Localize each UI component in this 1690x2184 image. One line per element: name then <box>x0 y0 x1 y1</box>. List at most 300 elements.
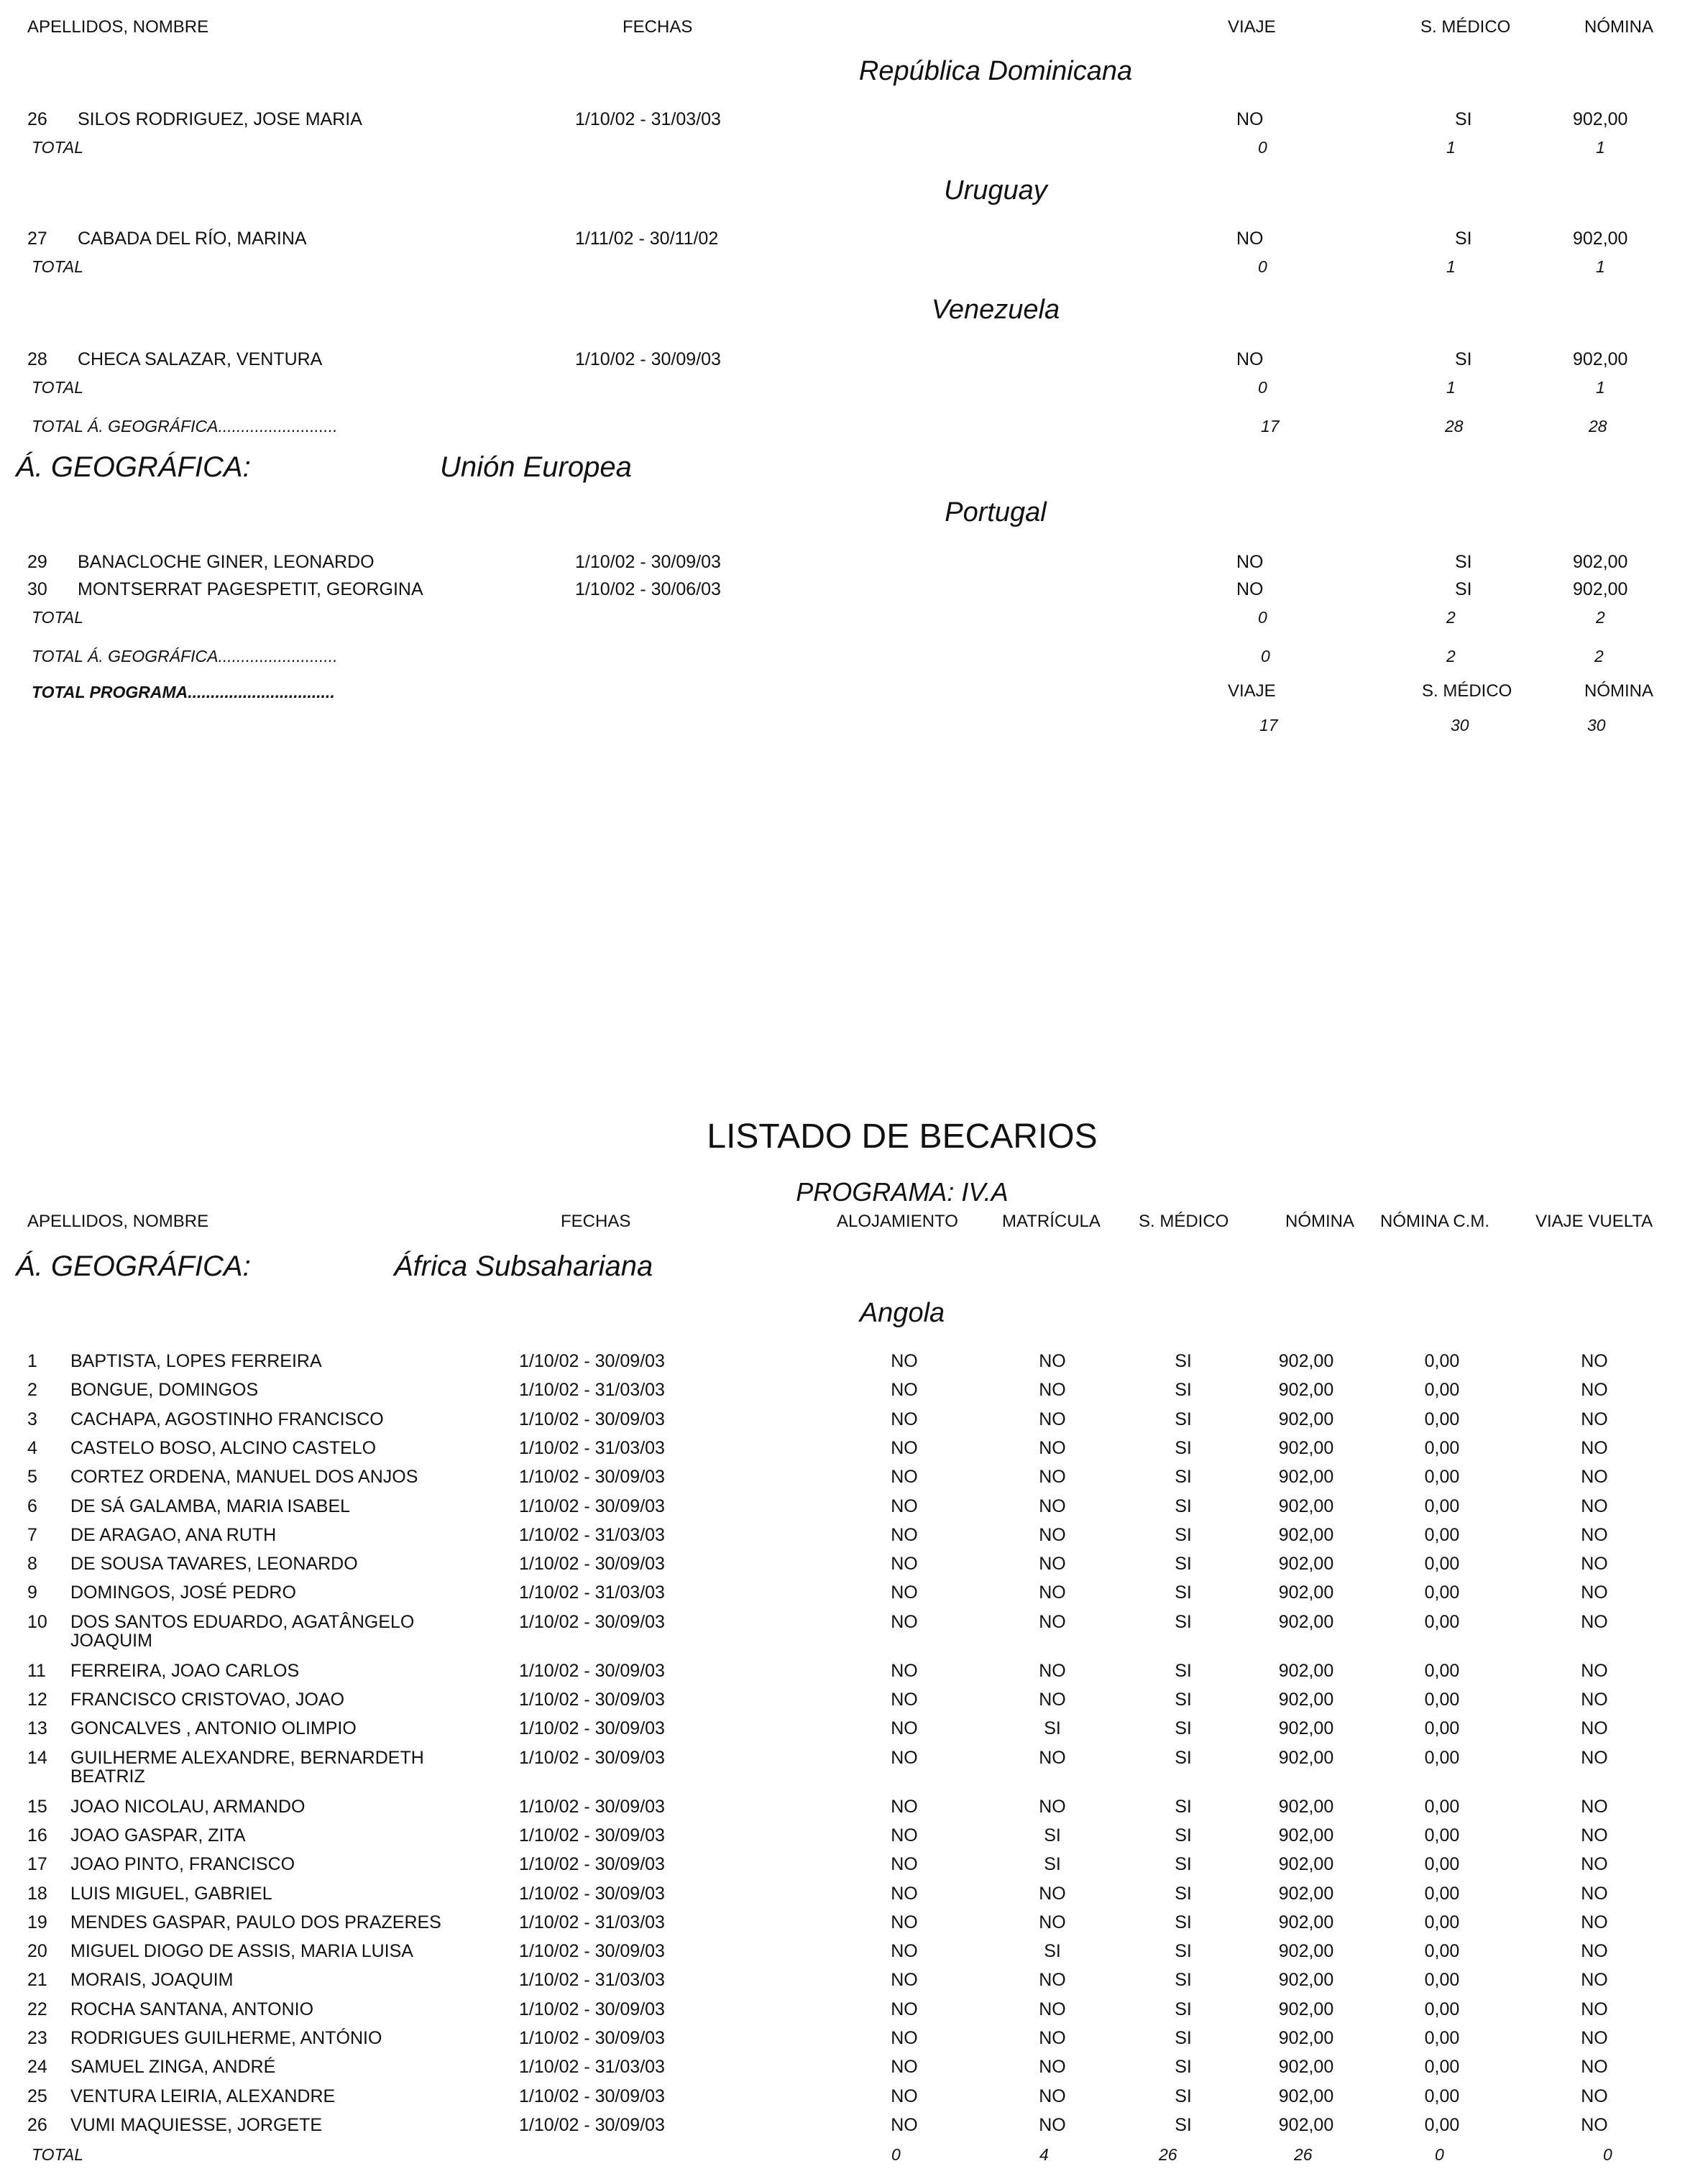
area-total-viaje: 0 <box>1261 647 1270 665</box>
row-nomina-cm: 0,00 <box>1424 2114 1460 2135</box>
total-label: TOTAL <box>32 138 83 157</box>
total-nomina: 1 <box>1596 378 1605 397</box>
total-nomina: 1 <box>1596 138 1605 157</box>
row-nomina: 902,00 <box>1278 1690 1334 1710</box>
row-alojamiento: NO <box>891 1582 918 1603</box>
row-number: 1 <box>27 1351 37 1371</box>
row-nomina: 902,00 <box>1278 2114 1334 2135</box>
row-viaje-vuelta: NO <box>1581 1796 1608 1817</box>
row-name: CORTEZ ORDENA, MANUEL DOS ANJOS <box>70 1467 418 1488</box>
country-heading: Portugal <box>945 497 1047 527</box>
row-smedico: SI <box>1175 1912 1192 1932</box>
row-matricula: NO <box>1039 1380 1066 1401</box>
country-heading: Uruguay <box>944 175 1047 206</box>
row-nomina-cm: 0,00 <box>1424 1611 1460 1632</box>
row-matricula: NO <box>1039 1554 1066 1575</box>
row-dates: 1/10/02 - 30/09/03 <box>519 2114 665 2135</box>
row-viaje: NO <box>1236 229 1264 249</box>
program-total-header-smedico: S. MÉDICO <box>1422 681 1512 701</box>
row-viaje-vuelta: NO <box>1581 1825 1608 1846</box>
row-nomina: 902,00 <box>1278 1883 1334 1904</box>
row-dates: 1/10/02 - 30/09/03 <box>519 1611 665 1632</box>
row-name: VUMI MAQUIESSE, JORGETE <box>70 2114 323 2135</box>
row-name: BAPTISTA, LOPES FERREIRA <box>70 1351 322 1371</box>
row-number: 29 <box>27 552 47 572</box>
row-nomina-cm: 0,00 <box>1424 1437 1460 1458</box>
row-matricula: NO <box>1039 1660 1066 1681</box>
row-number: 27 <box>27 229 47 249</box>
row-matricula: NO <box>1039 1747 1066 1768</box>
total-viaje: 0 <box>1258 608 1267 627</box>
row-nomina-cm: 0,00 <box>1424 1409 1460 1429</box>
row-nomina: 902,00 <box>1278 1718 1334 1739</box>
row-smedico: SI <box>1175 1437 1192 1458</box>
row-viaje-vuelta: NO <box>1581 1496 1608 1516</box>
row-name: CASTELO BOSO, ALCINO CASTELO <box>70 1437 377 1458</box>
col-header-smedico: S. MÉDICO <box>1139 1212 1229 1231</box>
row-alojamiento: NO <box>891 1496 918 1516</box>
row-name: BANACLOCHE GINER, LEONARDO <box>78 552 375 572</box>
program-label: PROGRAMA: IV.A <box>796 1177 1009 1207</box>
row-nomina: 902,00 <box>1278 1467 1334 1488</box>
row-number: 2 <box>27 1380 37 1401</box>
area-total-nomina: 28 <box>1589 417 1607 436</box>
col-header-smedico: S. MÉDICO <box>1420 17 1511 37</box>
row-viaje-vuelta: NO <box>1581 1611 1608 1632</box>
total-label: TOTAL <box>32 2145 83 2165</box>
row-number: 3 <box>27 1409 37 1429</box>
row-alojamiento: NO <box>891 1912 918 1932</box>
row-number: 26 <box>27 109 47 129</box>
row-nomina-cm: 0,00 <box>1424 2028 1460 2048</box>
row-dates: 1/10/02 - 30/09/03 <box>575 349 721 369</box>
row-viaje-vuelta: NO <box>1581 1554 1608 1575</box>
row-alojamiento: NO <box>891 1437 918 1458</box>
row-matricula: SI <box>1044 1718 1061 1739</box>
row-smedico: SI <box>1455 109 1472 129</box>
row-alojamiento: NO <box>891 1611 918 1632</box>
total-smedico: 1 <box>1446 378 1456 397</box>
row-viaje-vuelta: NO <box>1581 1524 1608 1545</box>
row-matricula: SI <box>1044 1854 1061 1875</box>
row-smedico: SI <box>1175 1582 1192 1603</box>
row-name: GUILHERME ALEXANDRE, BERNARDETH <box>70 1747 424 1768</box>
row-name: DE SÁ GALAMBA, MARIA ISABEL <box>70 1496 351 1516</box>
row-nomina: 902,00 <box>1278 1554 1334 1575</box>
area-total-viaje: 17 <box>1261 417 1280 436</box>
row-matricula: SI <box>1044 1825 1061 1846</box>
row-alojamiento: NO <box>891 1660 918 1681</box>
row-number: 11 <box>27 1660 46 1681</box>
total-smedico: 26 <box>1159 2145 1177 2165</box>
col-header-dates: FECHAS <box>623 17 693 37</box>
row-number: 25 <box>27 2086 47 2106</box>
row-dates: 1/10/02 - 31/03/03 <box>519 1524 665 1545</box>
row-nomina: 902,00 <box>1278 1970 1334 1991</box>
row-nomina: 902,00 <box>1278 1380 1334 1401</box>
row-number: 9 <box>27 1582 37 1603</box>
total-smedico: 1 <box>1446 257 1456 276</box>
col-header-name: APELLIDOS, NOMBRE <box>27 17 209 37</box>
row-number: 26 <box>27 2114 47 2135</box>
total-matricula: 4 <box>1039 2145 1049 2165</box>
row-dates: 1/10/02 - 30/09/03 <box>519 1554 665 1575</box>
row-dates: 1/10/02 - 31/03/03 <box>519 1912 665 1932</box>
row-smedico: SI <box>1455 552 1472 572</box>
area-total-label: TOTAL Á. GEOGRÁFICA.......................... <box>32 647 338 665</box>
row-alojamiento: NO <box>891 1854 918 1875</box>
row-alojamiento: NO <box>891 1380 918 1401</box>
row-number: 8 <box>27 1554 37 1575</box>
total-viaje-vuelta: 0 <box>1603 2145 1612 2165</box>
row-nomina: 902,00 <box>1573 109 1628 129</box>
area-label: Á. GEOGRÁFICA: <box>16 451 251 483</box>
program-total-nomina: 30 <box>1587 716 1606 734</box>
row-name: MENDES GASPAR, PAULO DOS PRAZERES <box>70 1912 441 1932</box>
row-number: 14 <box>27 1747 47 1768</box>
row-number: 6 <box>27 1496 37 1516</box>
row-smedico: SI <box>1175 1690 1192 1710</box>
row-alojamiento: NO <box>891 1970 918 1991</box>
row-viaje-vuelta: NO <box>1581 1690 1608 1710</box>
program-total-header-nomina: NÓMINA <box>1584 681 1653 701</box>
page-title: LISTADO DE BECARIOS <box>707 1118 1098 1156</box>
row-dates: 1/10/02 - 30/09/03 <box>519 1825 665 1846</box>
row-matricula: NO <box>1039 1690 1066 1710</box>
total-viaje: 0 <box>1258 138 1267 157</box>
row-viaje-vuelta: NO <box>1581 1747 1608 1768</box>
row-nomina: 902,00 <box>1278 1351 1334 1371</box>
row-alojamiento: NO <box>891 1999 918 2019</box>
total-viaje: 0 <box>1258 378 1267 397</box>
row-viaje-vuelta: NO <box>1581 1999 1608 2019</box>
row-nomina-cm: 0,00 <box>1424 1554 1460 1575</box>
row-number: 15 <box>27 1796 47 1817</box>
row-viaje-vuelta: NO <box>1581 1351 1608 1371</box>
row-viaje-vuelta: NO <box>1581 1970 1608 1991</box>
row-smedico: SI <box>1175 1747 1192 1768</box>
row-nomina: 902,00 <box>1278 1747 1334 1768</box>
row-number: 13 <box>27 1718 47 1739</box>
row-smedico: SI <box>1175 1351 1192 1371</box>
row-smedico: SI <box>1175 2057 1192 2078</box>
row-alojamiento: NO <box>891 1467 918 1488</box>
row-alojamiento: NO <box>891 1825 918 1846</box>
row-nomina-cm: 0,00 <box>1424 1351 1460 1371</box>
row-nomina-cm: 0,00 <box>1424 1941 1460 1962</box>
row-nomina-cm: 0,00 <box>1424 1883 1460 1904</box>
row-number: 4 <box>27 1437 37 1458</box>
row-nomina: 902,00 <box>1278 1611 1334 1632</box>
row-number: 7 <box>27 1524 37 1545</box>
row-name-continued: JOAQUIM <box>70 1630 152 1651</box>
row-viaje-vuelta: NO <box>1581 1467 1608 1488</box>
row-name: VENTURA LEIRIA, ALEXANDRE <box>70 2086 336 2106</box>
row-name: DOMINGOS, JOSÉ PEDRO <box>70 1582 296 1603</box>
row-matricula: NO <box>1039 1524 1066 1545</box>
row-viaje-vuelta: NO <box>1581 1941 1608 1962</box>
row-matricula: NO <box>1039 1582 1066 1603</box>
row-dates: 1/10/02 - 30/09/03 <box>519 1883 665 1904</box>
row-smedico: SI <box>1175 2086 1192 2106</box>
col-header-nomina: NÓMINA <box>1584 17 1653 37</box>
row-smedico: SI <box>1175 1409 1192 1429</box>
row-nomina: 902,00 <box>1278 1912 1334 1932</box>
area-total-label: TOTAL Á. GEOGRÁFICA.......................... <box>32 417 338 436</box>
row-alojamiento: NO <box>891 1690 918 1710</box>
row-nomina: 902,00 <box>1278 2057 1334 2078</box>
row-nomina: 902,00 <box>1278 1437 1334 1458</box>
row-alojamiento: NO <box>891 1796 918 1817</box>
row-name: GONCALVES , ANTONIO OLIMPIO <box>70 1718 357 1739</box>
row-name: DE SOUSA TAVARES, LEONARDO <box>70 1554 358 1575</box>
row-nomina: 902,00 <box>1573 349 1628 369</box>
row-name: SILOS RODRIGUEZ, JOSE MARIA <box>78 109 362 129</box>
row-name: LUIS MIGUEL, GABRIEL <box>70 1883 272 1904</box>
row-viaje-vuelta: NO <box>1581 1912 1608 1932</box>
total-nomina: 1 <box>1596 257 1605 276</box>
col-header-alojamiento: ALOJAMIENTO <box>837 1212 958 1231</box>
row-viaje-vuelta: NO <box>1581 1437 1608 1458</box>
row-smedico: SI <box>1175 1999 1192 2019</box>
row-matricula: NO <box>1039 1970 1066 1991</box>
row-dates: 1/10/02 - 30/09/03 <box>519 2028 665 2048</box>
country-heading: Venezuela <box>931 295 1060 325</box>
row-smedico: SI <box>1175 1380 1192 1401</box>
total-smedico: 2 <box>1446 608 1456 627</box>
row-nomina: 902,00 <box>1278 1999 1334 2019</box>
row-viaje-vuelta: NO <box>1581 2086 1608 2106</box>
country-heading: República Dominicana <box>858 56 1133 86</box>
row-dates: 1/10/02 - 31/03/03 <box>575 109 721 129</box>
total-label: TOTAL <box>32 608 83 627</box>
row-nomina-cm: 0,00 <box>1424 1467 1460 1488</box>
row-matricula: NO <box>1039 2057 1066 2078</box>
row-matricula: NO <box>1039 1467 1066 1488</box>
row-matricula: NO <box>1039 1883 1066 1904</box>
row-viaje: NO <box>1236 579 1264 599</box>
row-smedico: SI <box>1175 1660 1192 1681</box>
row-alojamiento: NO <box>891 1941 918 1962</box>
row-viaje: NO <box>1236 552 1264 572</box>
row-name: ROCHA SANTANA, ANTONIO <box>70 1999 314 2019</box>
row-name: CABADA DEL RÍO, MARINA <box>78 229 307 249</box>
row-number: 28 <box>27 349 47 369</box>
row-smedico: SI <box>1175 1970 1192 1991</box>
row-viaje-vuelta: NO <box>1581 1409 1608 1429</box>
row-viaje-vuelta: NO <box>1581 1380 1608 1401</box>
row-smedico: SI <box>1175 1524 1192 1545</box>
area-name: África Subsahariana <box>394 1250 653 1282</box>
row-viaje: NO <box>1236 349 1264 369</box>
row-name: JOAO PINTO, FRANCISCO <box>70 1854 295 1875</box>
row-nomina-cm: 0,00 <box>1424 1380 1460 1401</box>
row-name: DOS SANTOS EDUARDO, AGATÂNGELO <box>70 1611 415 1632</box>
row-dates: 1/10/02 - 31/03/03 <box>519 1437 665 1458</box>
row-alojamiento: NO <box>891 2114 918 2135</box>
row-dates: 1/10/02 - 31/03/03 <box>519 2057 665 2078</box>
col-header-viaje-vuelta: VIAJE VUELTA <box>1535 1212 1653 1231</box>
row-smedico: SI <box>1175 1883 1192 1904</box>
row-nomina: 902,00 <box>1278 1524 1334 1545</box>
col-header-matricula: MATRÍCULA <box>1002 1212 1101 1231</box>
row-number: 12 <box>27 1690 47 1710</box>
row-viaje-vuelta: NO <box>1581 2057 1608 2078</box>
row-nomina: 902,00 <box>1278 1660 1334 1681</box>
row-nomina-cm: 0,00 <box>1424 1825 1460 1846</box>
row-viaje-vuelta: NO <box>1581 2114 1608 2135</box>
row-dates: 1/10/02 - 30/09/03 <box>519 1941 665 1962</box>
row-nomina-cm: 0,00 <box>1424 1970 1460 1991</box>
row-nomina-cm: 0,00 <box>1424 1999 1460 2019</box>
area-total-smedico: 2 <box>1446 647 1456 665</box>
row-alojamiento: NO <box>891 1351 918 1371</box>
row-nomina-cm: 0,00 <box>1424 1747 1460 1768</box>
row-number: 21 <box>27 1970 47 1991</box>
row-dates: 1/10/02 - 30/09/03 <box>519 1660 665 1681</box>
row-name: JOAO NICOLAU, ARMANDO <box>70 1796 306 1817</box>
row-name: DE ARAGAO, ANA RUTH <box>70 1524 277 1545</box>
row-smedico: SI <box>1455 349 1472 369</box>
row-nomina: 902,00 <box>1573 579 1628 599</box>
row-nomina-cm: 0,00 <box>1424 1796 1460 1817</box>
row-number: 17 <box>27 1854 47 1875</box>
row-alojamiento: NO <box>891 1524 918 1545</box>
col-header-viaje: VIAJE <box>1228 17 1276 37</box>
row-smedico: SI <box>1175 2114 1192 2135</box>
row-dates: 1/10/02 - 30/09/03 <box>519 1690 665 1710</box>
row-viaje-vuelta: NO <box>1581 2028 1608 2048</box>
total-nomina: 26 <box>1294 2145 1313 2165</box>
row-nomina: 902,00 <box>1573 552 1628 572</box>
row-nomina: 902,00 <box>1278 1796 1334 1817</box>
row-dates: 1/10/02 - 31/03/03 <box>519 1380 665 1401</box>
row-number: 23 <box>27 2028 47 2048</box>
row-nomina: 902,00 <box>1278 1409 1334 1429</box>
row-matricula: NO <box>1039 1796 1066 1817</box>
row-smedico: SI <box>1175 2028 1192 2048</box>
row-nomina-cm: 0,00 <box>1424 1854 1460 1875</box>
row-name: SAMUEL ZINGA, ANDRÉ <box>70 2057 276 2078</box>
row-smedico: SI <box>1455 229 1472 249</box>
row-number: 5 <box>27 1467 37 1488</box>
row-smedico: SI <box>1455 579 1472 599</box>
row-alojamiento: NO <box>891 1747 918 1768</box>
col-header-nomina: NÓMINA <box>1285 1212 1354 1231</box>
row-matricula: NO <box>1039 2114 1066 2135</box>
row-number: 22 <box>27 1999 47 2019</box>
row-dates: 1/10/02 - 30/09/03 <box>519 1409 665 1429</box>
row-matricula: NO <box>1039 1999 1066 2019</box>
total-label: TOTAL <box>32 257 83 276</box>
row-nomina-cm: 0,00 <box>1424 2057 1460 2078</box>
program-total-header-viaje: VIAJE <box>1228 681 1276 701</box>
area-total-smedico: 28 <box>1445 417 1464 436</box>
row-nomina-cm: 0,00 <box>1424 1912 1460 1932</box>
row-name: FERREIRA, JOAO CARLOS <box>70 1660 300 1681</box>
row-smedico: SI <box>1175 1941 1192 1962</box>
row-dates: 1/10/02 - 31/03/03 <box>519 1970 665 1991</box>
row-alojamiento: NO <box>891 1718 918 1739</box>
row-dates: 1/10/02 - 30/09/03 <box>519 1496 665 1516</box>
row-alojamiento: NO <box>891 2028 918 2048</box>
total-smedico: 1 <box>1446 138 1456 157</box>
row-alojamiento: NO <box>891 1554 918 1575</box>
row-matricula: NO <box>1039 1437 1066 1458</box>
row-matricula: NO <box>1039 1611 1066 1632</box>
row-nomina: 902,00 <box>1278 1825 1334 1846</box>
row-nomina-cm: 0,00 <box>1424 2086 1460 2106</box>
row-name: CACHAPA, AGOSTINHO FRANCISCO <box>70 1409 384 1429</box>
area-total-nomina: 2 <box>1594 647 1604 665</box>
row-number: 18 <box>27 1883 47 1904</box>
row-name: MORAIS, JOAQUIM <box>70 1970 234 1991</box>
row-number: 16 <box>27 1825 47 1846</box>
row-matricula: NO <box>1039 1351 1066 1371</box>
row-dates: 1/11/02 - 30/11/02 <box>575 229 719 249</box>
row-nomina-cm: 0,00 <box>1424 1660 1460 1681</box>
row-smedico: SI <box>1175 1796 1192 1817</box>
row-name: CHECA SALAZAR, VENTURA <box>78 349 323 369</box>
row-name: RODRIGUES GUILHERME, ANTÓNIO <box>70 2028 382 2048</box>
total-alojamiento: 0 <box>891 2145 901 2165</box>
row-matricula: SI <box>1044 1941 1061 1962</box>
row-name: MONTSERRAT PAGESPETIT, GEORGINA <box>78 579 423 599</box>
row-dates: 1/10/02 - 31/03/03 <box>519 1582 665 1603</box>
row-viaje-vuelta: NO <box>1581 1883 1608 1904</box>
row-smedico: SI <box>1175 1611 1192 1632</box>
row-dates: 1/10/02 - 30/06/03 <box>575 579 721 599</box>
row-smedico: SI <box>1175 1825 1192 1846</box>
row-dates: 1/10/02 - 30/09/03 <box>519 1351 665 1371</box>
row-name: MIGUEL DIOGO DE ASSIS, MARIA LUISA <box>70 1941 413 1962</box>
row-dates: 1/10/02 - 30/09/03 <box>519 1999 665 2019</box>
row-nomina: 902,00 <box>1278 1941 1334 1962</box>
row-dates: 1/10/02 - 30/09/03 <box>519 1467 665 1488</box>
row-number: 30 <box>27 579 47 599</box>
row-nomina: 902,00 <box>1278 1582 1334 1603</box>
row-matricula: NO <box>1039 1912 1066 1932</box>
row-viaje-vuelta: NO <box>1581 1582 1608 1603</box>
col-header-dates: FECHAS <box>561 1212 631 1231</box>
area-name: Unión Europea <box>440 451 632 483</box>
total-nomina-cm: 0 <box>1435 2145 1444 2165</box>
row-number: 24 <box>27 2057 47 2078</box>
row-dates: 1/10/02 - 30/09/03 <box>519 1747 665 1768</box>
row-matricula: NO <box>1039 1409 1066 1429</box>
row-viaje-vuelta: NO <box>1581 1854 1608 1875</box>
row-matricula: NO <box>1039 2028 1066 2048</box>
row-nomina-cm: 0,00 <box>1424 1524 1460 1545</box>
country-heading: Angola <box>859 1298 945 1328</box>
row-dates: 1/10/02 - 30/09/03 <box>575 552 721 572</box>
row-dates: 1/10/02 - 30/09/03 <box>519 1854 665 1875</box>
row-viaje-vuelta: NO <box>1581 1718 1608 1739</box>
row-viaje: NO <box>1236 109 1264 129</box>
row-smedico: SI <box>1175 1718 1192 1739</box>
row-nomina-cm: 0,00 <box>1424 1496 1460 1516</box>
row-number: 10 <box>27 1611 47 1632</box>
row-nomina: 902,00 <box>1573 229 1628 249</box>
row-name: FRANCISCO CRISTOVAO, JOAO <box>70 1690 345 1710</box>
row-dates: 1/10/02 - 30/09/03 <box>519 1796 665 1817</box>
program-total-smedico: 30 <box>1451 716 1469 734</box>
row-smedico: SI <box>1175 1554 1192 1575</box>
row-nomina: 902,00 <box>1278 1854 1334 1875</box>
col-header-nomina-cm: NÓMINA C.M. <box>1380 1212 1490 1231</box>
program-total-viaje: 17 <box>1259 716 1278 734</box>
row-nomina-cm: 0,00 <box>1424 1718 1460 1739</box>
